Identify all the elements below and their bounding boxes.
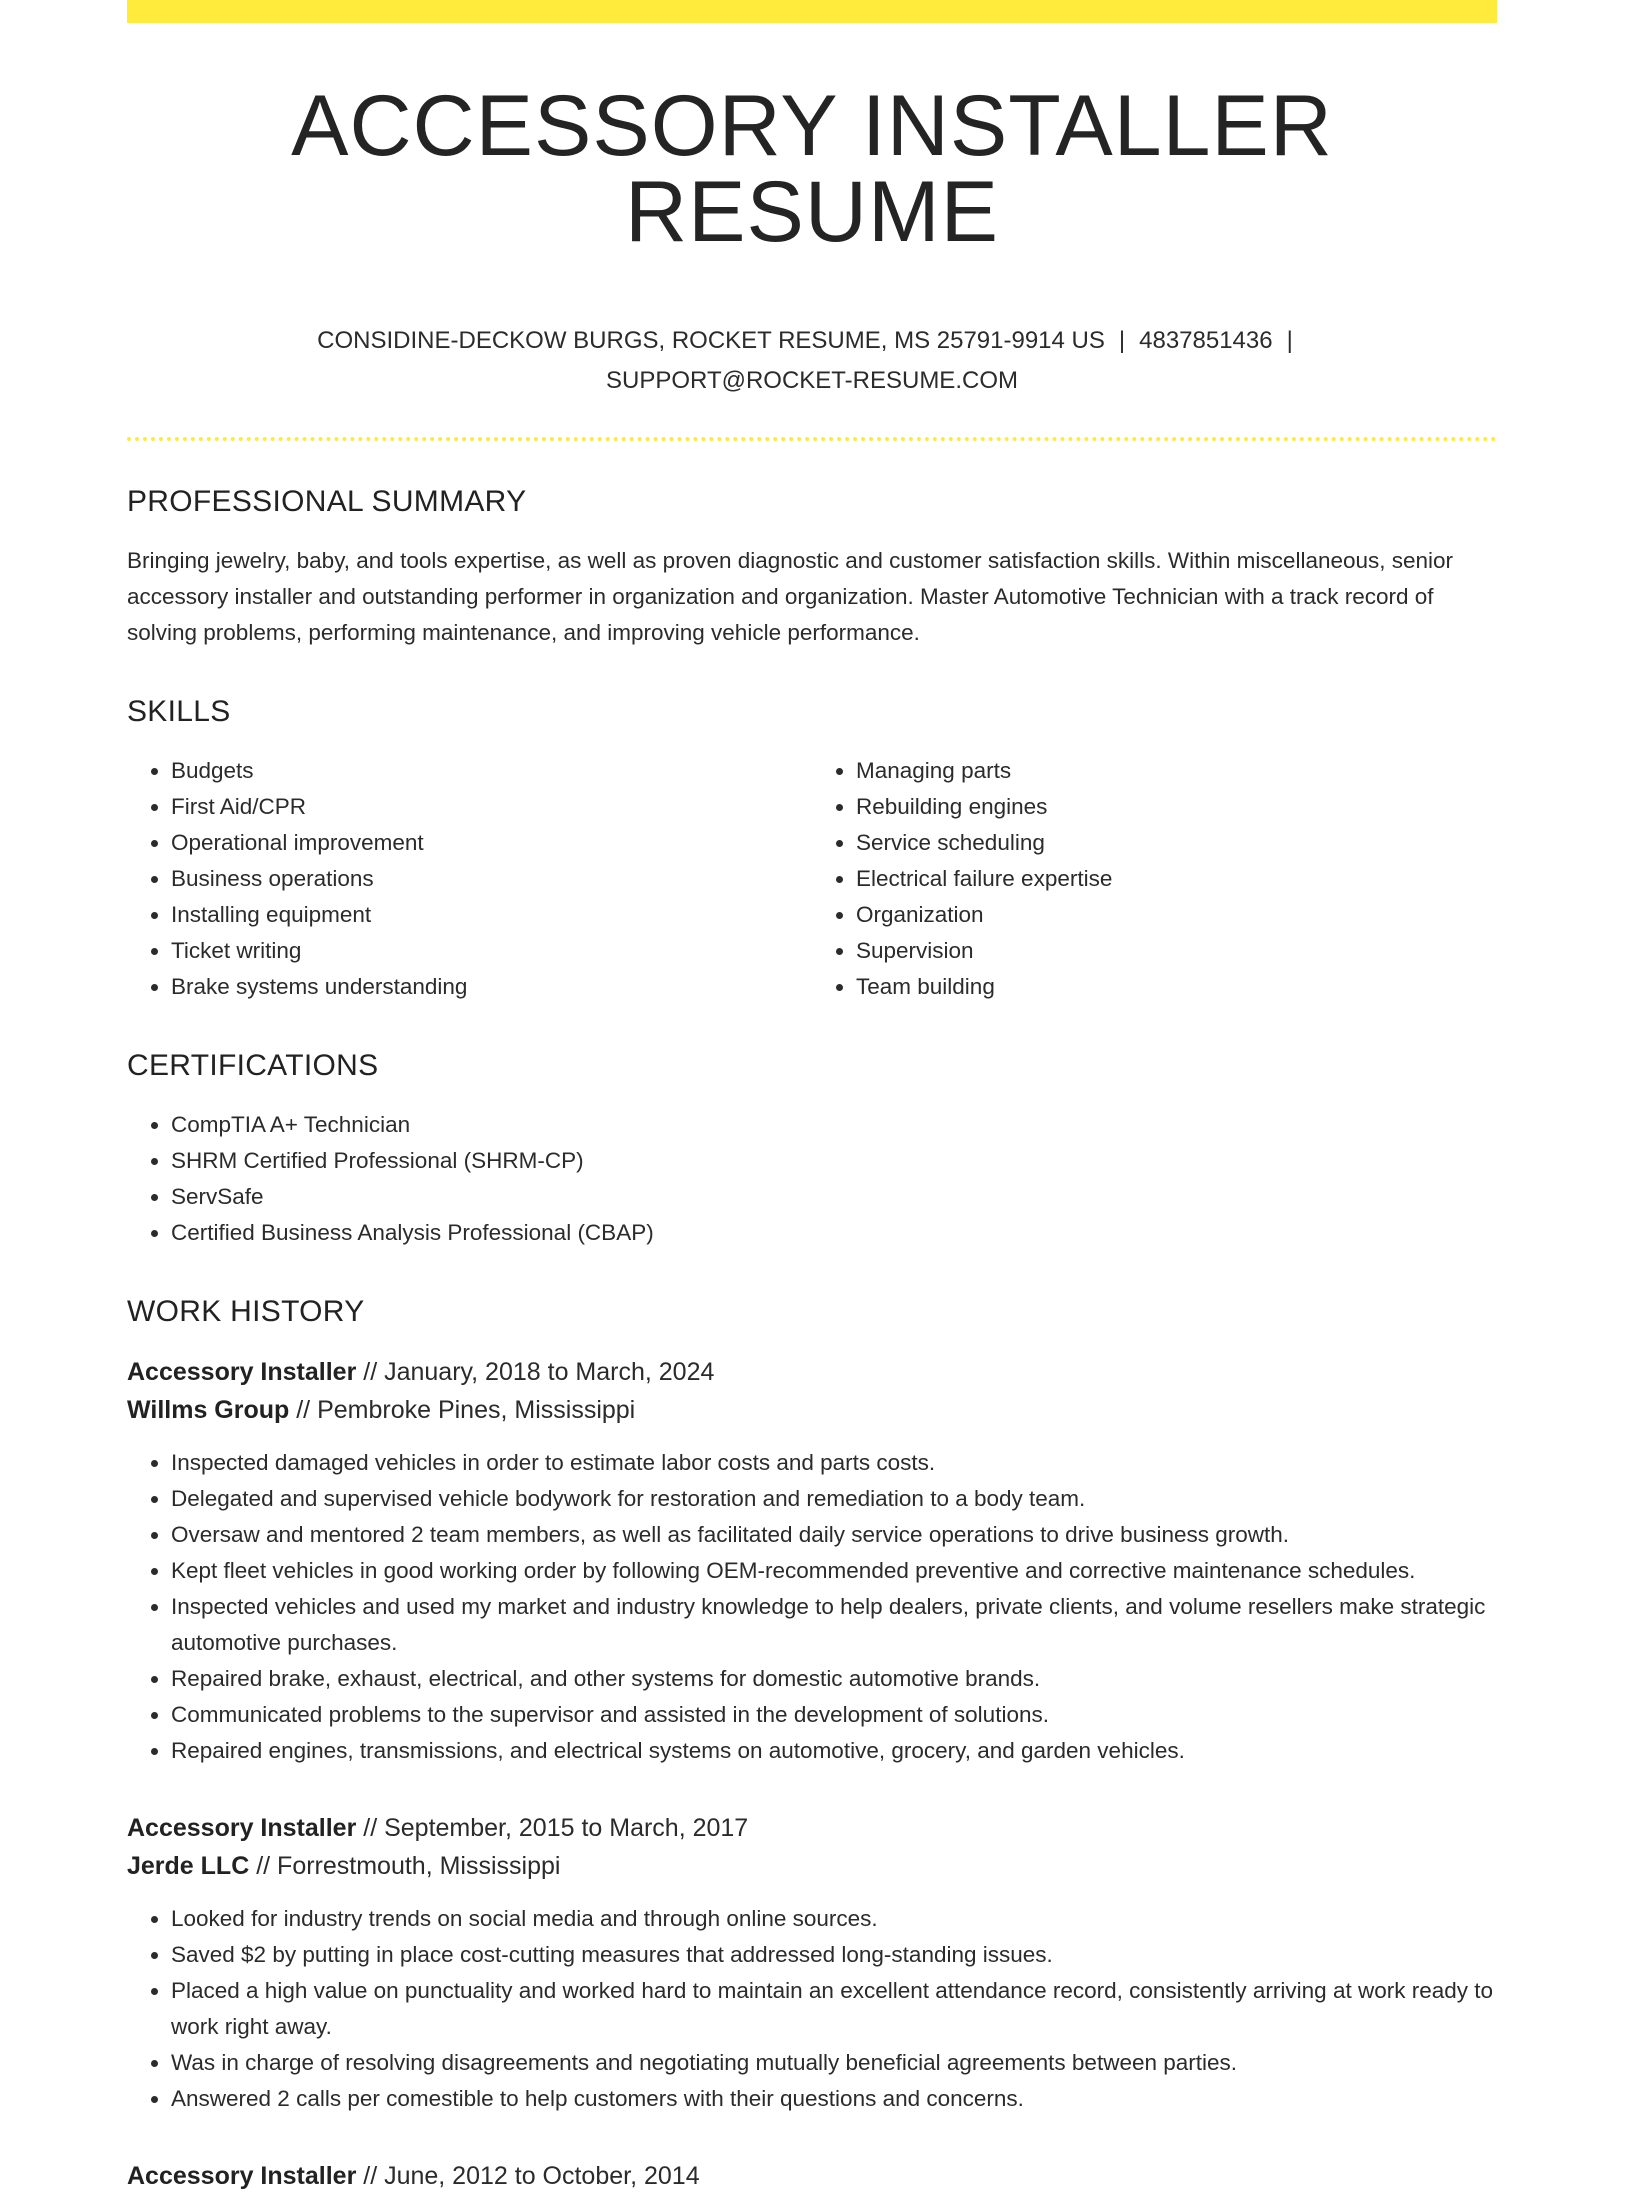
skill-item: • Supervision bbox=[856, 933, 1497, 969]
company-name: Willms Group bbox=[127, 1396, 290, 1424]
job-entry bbox=[127, 1809, 1497, 2117]
duty-item: • Placed a high value on punctuality and worked hard to maintain an excellent attendance record, consistently arriving at work ready to work right away. bbox=[171, 1973, 1497, 2045]
skills-list-left bbox=[127, 753, 812, 1005]
skill-item: • First Aid/CPR bbox=[171, 789, 812, 825]
job-title: Accessory Installer bbox=[127, 2162, 357, 2190]
duty-item: • Inspected damaged vehicles in order to estimate labor costs and parts costs. bbox=[171, 1445, 1497, 1481]
section-heading: CERTIFICATIONS bbox=[127, 1049, 379, 1082]
email: SUPPORT@ROCKET-RESUME.COM bbox=[606, 367, 1018, 394]
skill-item: • Brake systems understanding bbox=[171, 969, 812, 1005]
job-duties bbox=[127, 1901, 1497, 2117]
duty-item: • Repaired brake, exhaust, electrical, and other systems for domestic automotive brands. bbox=[171, 1661, 1497, 1697]
certifications-section bbox=[127, 1049, 1497, 1251]
certification-item: • Certified Business Analysis Professional (CBAP) bbox=[171, 1215, 1497, 1251]
section-heading: PROFESSIONAL SUMMARY bbox=[127, 485, 527, 518]
separator: | bbox=[1118, 327, 1126, 354]
duty-item: • Repaired engines, transmissions, and electrical systems on automotive, grocery, and garden vehicles. bbox=[171, 1733, 1497, 1769]
contact-info bbox=[127, 321, 1497, 401]
skill-item: • Business operations bbox=[171, 861, 812, 897]
job-dates: // June, 2012 to October, 2014 bbox=[356, 2162, 700, 2190]
skill-item: • Organization bbox=[856, 897, 1497, 933]
certification-item: • ServSafe bbox=[171, 1179, 1497, 1215]
skill-item: • Budgets bbox=[171, 753, 812, 789]
skill-item: • Operational improvement bbox=[171, 825, 812, 861]
job-location: // Forrestmouth, Mississippi bbox=[249, 1852, 561, 1880]
summary-section bbox=[127, 485, 1497, 651]
job-title: Accessory Installer bbox=[127, 1814, 357, 1842]
job-company-line bbox=[127, 1847, 1497, 1885]
accent-bar bbox=[127, 0, 1497, 23]
summary-text: Bringing jewelry, baby, and tools expertise, as well as proven diagnostic and customer satisfaction skills. Within miscellaneous, senior accessory installer and outstanding performer in organization and organization. Master Automotive Technician with a track record of solving problems, performing maintenance, and improving vehicle performance. bbox=[127, 548, 1454, 645]
job-entry bbox=[127, 2157, 1497, 2195]
certification-item: • SHRM Certified Professional (SHRM-CP) bbox=[171, 1143, 1497, 1179]
address: CONSIDINE-DECKOW BURGS, ROCKET RESUME, MS 25791-9914 US bbox=[317, 327, 1105, 354]
certification-item: • CompTIA A+ Technician bbox=[171, 1107, 1497, 1143]
duty-item: • Saved $2 by putting in place cost-cutting measures that addressed long-standing issues. bbox=[171, 1937, 1497, 1973]
duty-item: • Oversaw and mentored 2 team members, as well as facilitated daily service operations to drive business growth. bbox=[171, 1517, 1497, 1553]
duty-item: • Inspected vehicles and used my market and industry knowledge to help dealers, private clients, and volume resellers make strategic automotive purchases. bbox=[171, 1589, 1497, 1661]
job-title-line bbox=[127, 1809, 1497, 1847]
resume-page bbox=[127, 0, 1497, 2195]
duty-item: • Delegated and supervised vehicle bodywork for restoration and remediation to a body team. bbox=[171, 1481, 1497, 1517]
skill-item: • Electrical failure expertise bbox=[856, 861, 1497, 897]
skill-item: • Ticket writing bbox=[171, 933, 812, 969]
skill-item: • Rebuilding engines bbox=[856, 789, 1497, 825]
company-name: Jerde LLC bbox=[127, 1852, 250, 1880]
phone: 4837851436 bbox=[1139, 327, 1273, 354]
resume-title: ACCESSORY INSTALLER RESUME bbox=[291, 78, 1333, 260]
skill-item: • Service scheduling bbox=[856, 825, 1497, 861]
section-heading: SKILLS bbox=[127, 695, 231, 728]
duty-item: • Kept fleet vehicles in good working order by following OEM-recommended preventive and corrective maintenance schedules. bbox=[171, 1553, 1497, 1589]
skills-section bbox=[127, 695, 1497, 1005]
separator: | bbox=[1286, 327, 1293, 354]
job-dates: // January, 2018 to March, 2024 bbox=[356, 1358, 715, 1386]
work-history-section bbox=[127, 1295, 1497, 2195]
divider bbox=[127, 437, 1497, 441]
job-duties bbox=[127, 1445, 1497, 1769]
skills-list-right bbox=[812, 753, 1497, 1005]
job-location: // Pembroke Pines, Mississippi bbox=[289, 1396, 636, 1424]
job-dates: // September, 2015 to March, 2017 bbox=[356, 1814, 749, 1842]
job-title: Accessory Installer bbox=[127, 1358, 357, 1386]
job-title-line bbox=[127, 2157, 1497, 2195]
duty-item: • Communicated problems to the supervisor and assisted in the development of solutions. bbox=[171, 1697, 1497, 1733]
duty-item: • Was in charge of resolving disagreements and negotiating mutually beneficial agreements between parties. bbox=[171, 2045, 1497, 2081]
skill-item: • Installing equipment bbox=[171, 897, 812, 933]
skill-item: • Team building bbox=[856, 969, 1497, 1005]
job-company-line bbox=[127, 1391, 1497, 1429]
skill-item: • Managing parts bbox=[856, 753, 1497, 789]
skills-columns bbox=[127, 753, 1497, 1005]
duty-item: • Answered 2 calls per comestible to help customers with their questions and concerns. bbox=[171, 2081, 1497, 2117]
job-entry bbox=[127, 1353, 1497, 1769]
duty-item: • Looked for industry trends on social media and through online sources. bbox=[171, 1901, 1497, 1937]
job-title-line bbox=[127, 1353, 1497, 1391]
certifications-list bbox=[127, 1107, 1497, 1251]
section-heading: WORK HISTORY bbox=[127, 1295, 365, 1328]
